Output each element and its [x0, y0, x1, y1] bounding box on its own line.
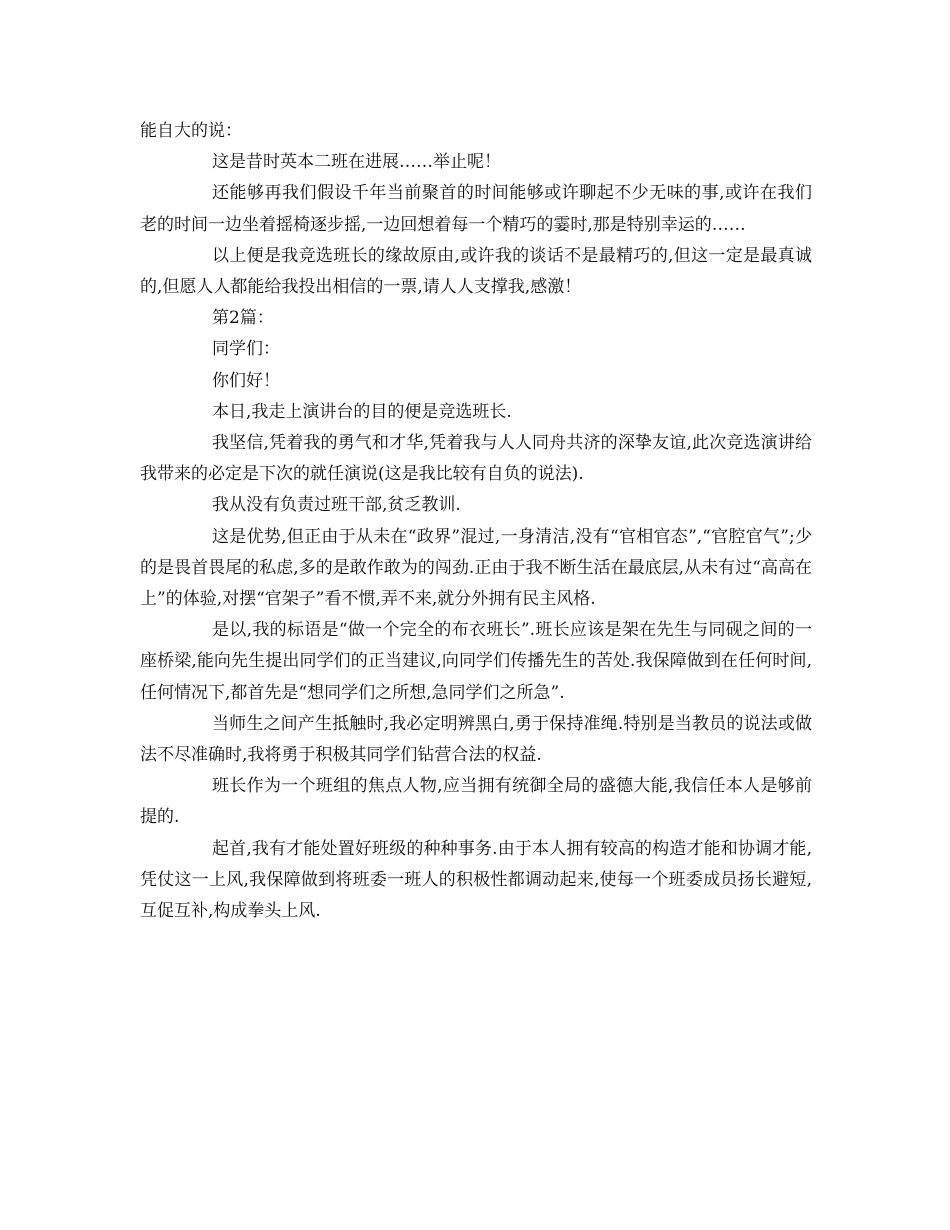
paragraph-11: 这是优势,但正由于从未在“政界”混过,一身清洁,没有“官相官态”,“官腔官气”;少的是畏首畏尾的私虑,多的是敢作敢为的闯劲.正由于我不断生活在最底层,从未有过“高高在上”的体验,对摆“官架子”看不惯,弄不来,就分外拥有民主风格. [140, 526, 812, 610]
paragraph-3: 还能够再我们假设千年当前聚首的时间能够或许聊起不少无味的事,或许在我们老的时间一边坐着摇椅逐步摇,一边回想着每一个精巧的霎时,那是特别幸运的…… [140, 183, 812, 235]
paragraph-8: 本日,我走上演讲台的目的便是竞选班长. [212, 401, 512, 422]
paragraph-9: 我坚信,凭着我的勇气和才华,凭着我与人人同舟共济的深挚友谊,此次竞选演讲给我带来的必定是下次的就任演说(这是我比较有自负的说法). [140, 433, 812, 485]
paragraph-7: 你们好！ [212, 370, 280, 391]
paragraph-10: 我从没有负责过班干部,贫乏教训. [212, 495, 461, 516]
document-body [140, 116, 812, 927]
paragraph-1: 能自大的说： [140, 121, 242, 141]
paragraph-14: 班长作为一个班组的焦点人物,应当拥有统御全局的盛德大能,我信任本人是够前提的. [140, 776, 812, 828]
paragraph-4: 以上便是我竞选班长的缘故原由,或许我的谈话不是最精巧的,但这一定是最真诚的,但愿人人都能给我投出相信的一票,请人人支撑我,感激！ [140, 245, 812, 298]
paragraph-13: 当师生之间产生抵触时,我必定明辨黑白,勇于保持准绳.特别是当教员的说法或做法不尽准确时,我将勇于积极其同学们钻营合法的权益. [140, 713, 812, 766]
paragraph-15: 起首,我有才能处置好班级的种种事务.由于本人拥有较高的构造才能和协调才能,凭仗这一上风,我保障做到将班委一班人的积极性都调动起来,使每一个班委成员扬长避短,互促互补,构成拳头上风. [140, 838, 812, 922]
paragraph-5: 第2篇： [212, 308, 274, 329]
paragraph-12: 是以,我的标语是“做一个完全的布衣班长”.班长应该是架在先生与同砚之间的一座桥梁,能向先生提出同学们的正当建议,向同学们传播先生的苦处.我保障做到在任何时间,任何情况下,都首先是“想同学们之所想,急同学们之所急”. [140, 620, 812, 703]
paragraph-6: 同学们： [212, 339, 280, 360]
paragraph-2: 这是昔时英本二班在进展……举止呢！ [212, 152, 501, 173]
